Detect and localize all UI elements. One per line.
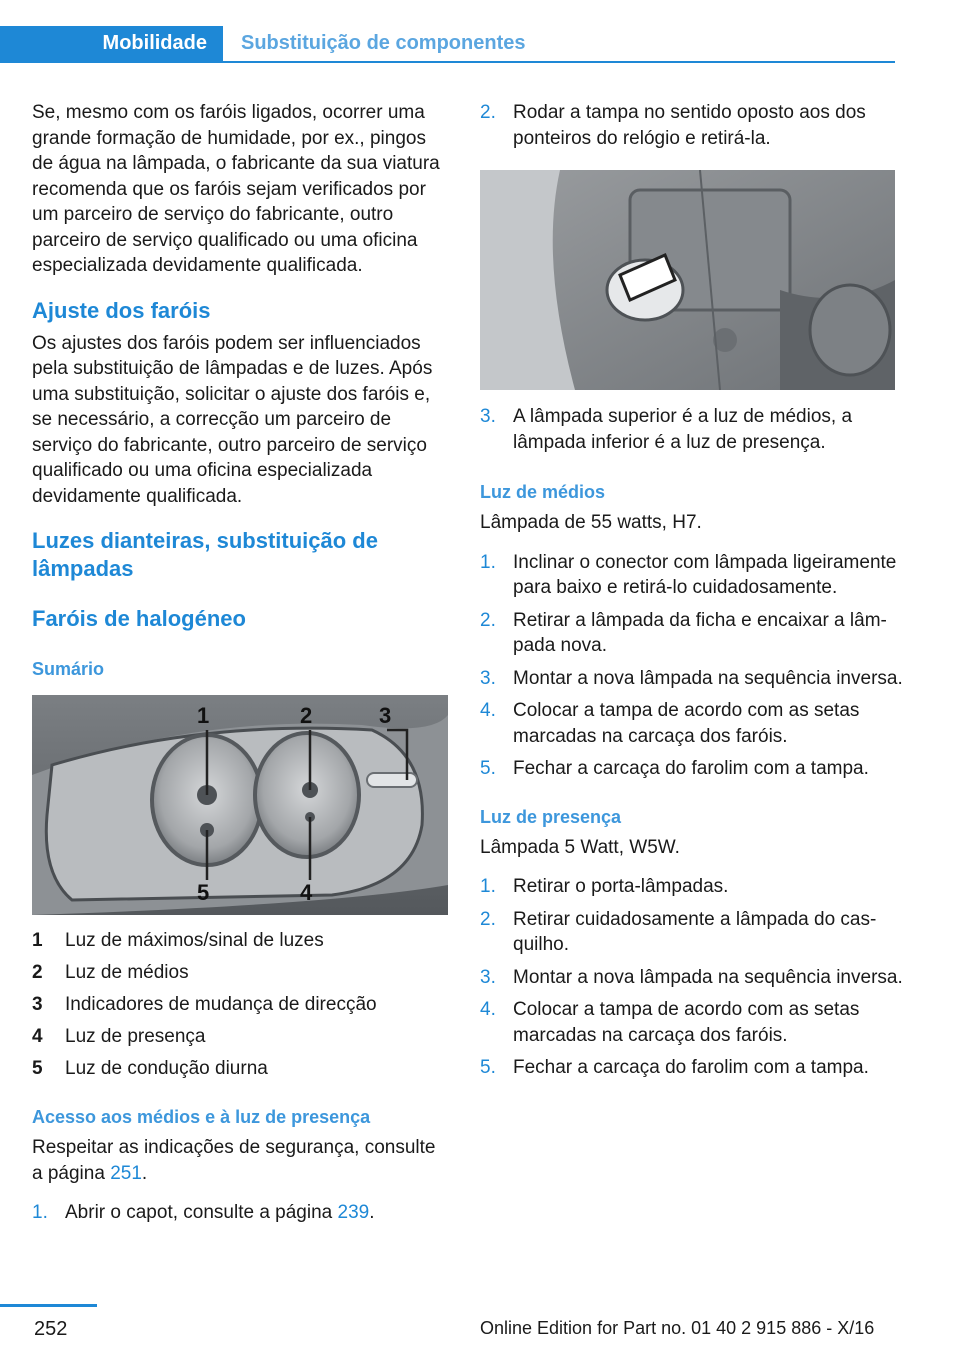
footer-edition: Online Edition for Part no. 01 40 2 915 886 - X/16 — [480, 1318, 875, 1338]
adjust-paragraph: Os ajustes dos faróis podem ser influenciados pela substituição de lâmpadas e de luzes. Após uma substituição, solicitar o ajuste dos faróis e, se necessário, a correcção um parceiro de serviço do fabricante, outro parceiro de serviço qualificado ou uma oficina especializada devidamente qualificada. — [32, 332, 433, 507]
header-section-title: Substituição de componentes — [241, 32, 526, 54]
subheading-summary: Sumário — [32, 659, 105, 679]
step-item: 5. Fechar a carcaça do farolim com a tampa. — [480, 758, 869, 779]
legend-item: 4 Luz de presença — [32, 1026, 206, 1047]
page-link-239[interactable]: 239 — [337, 1202, 370, 1223]
footer-rule — [0, 1304, 97, 1307]
step-item: 4. Colocar a tampa de acordo com as setas marcadas na carcaça dos faróis. — [480, 700, 860, 747]
legend-item: 3 Indicadores de mudança de direcção — [32, 994, 377, 1015]
legend-item: 2 Luz de médios — [32, 962, 189, 983]
section-heading-adjust: Ajuste dos faróis — [32, 297, 211, 323]
step-item: 5. Fechar a carcaça do farolim com a tampa. — [480, 1057, 869, 1078]
access-paragraph: Respeitar as indicações de segurança, consulte a página 251. — [32, 1137, 436, 1184]
subheading-parking-light: Luz de presença — [480, 806, 622, 827]
parking-light-steps — [480, 874, 910, 1081]
access-steps — [32, 1200, 448, 1226]
access-steps-continued-2 — [480, 404, 910, 455]
page-link-251[interactable]: 251 — [110, 1162, 142, 1184]
right-column — [480, 100, 910, 1088]
subheading-access: Acesso aos médios e à luz de presença — [32, 1107, 371, 1127]
engine-bay-figure — [480, 170, 895, 390]
figure-label-3: 3 — [379, 703, 392, 728]
step-item: 4. Colocar a tampa de acordo com as setas marcadas na carcaça dos faróis. — [480, 999, 860, 1046]
step-item: 1. Abrir o capot, consulte a página 239. — [32, 1202, 375, 1223]
intro-paragraph: Se, mesmo com os faróis ligados, ocorrer uma grande formação de humidade, por ex., pingos de água na lâmpada, o fabricante da sua viatura recomenda que os faróis sejam verificados por um parceiro de serviço do fabricante, outro parceiro de serviço qualificado ou uma oficina especializada devidamente qualificada. — [32, 102, 440, 276]
step-item: 1. Inclinar o conector com lâmpada ligeiramente para baixo e retirá-lo cuidadosamente. — [480, 551, 897, 598]
section-heading-halogen: Faróis de halogéneo — [32, 606, 246, 631]
figure-label-5: 5 — [197, 880, 210, 905]
access-steps-continued — [480, 100, 910, 151]
section-heading-front-lights: Luzes dianteiras, substituição de lâmpadas — [32, 528, 378, 581]
step-item: 3. Montar a nova lâmpada na sequência inversa. — [480, 667, 903, 689]
headlight-figure — [32, 695, 448, 915]
step-item: 2. Retirar a lâmpada da ficha e encaixar a lâmpada nova. — [480, 609, 887, 656]
step-item: 1. Retirar o porta-lâmpadas. — [480, 876, 729, 897]
figure-label-1: 1 — [197, 703, 210, 728]
figure-legend — [32, 925, 448, 1085]
page-number: 252 — [34, 1318, 68, 1340]
figure-label-2: 2 — [300, 703, 313, 728]
step-item: 3. Montar a nova lâmpada na sequência inversa. — [480, 966, 903, 988]
low-beam-steps — [480, 550, 910, 782]
parking-light-spec: Lâmpada 5 Watt, W5W. — [480, 836, 680, 858]
header-rule — [0, 61, 895, 63]
figure-label-4: 4 — [300, 880, 313, 905]
subheading-low-beam: Luz de médios — [480, 482, 606, 502]
step-item: 3. A lâmpada superior é a luz de médios, a lâmpada inferior é a luz de presença. — [480, 406, 853, 453]
legend-item: 1 Luz de máximos/sinal de luzes — [32, 930, 324, 951]
step-item: 2. Retirar cuidadosamente a lâmpada do casquilho. — [480, 908, 877, 955]
left-column — [32, 100, 448, 1233]
header-tab-mobilidade — [0, 26, 223, 62]
header-tab-label: Mobilidade — [102, 32, 207, 54]
low-beam-spec: Lâmpada de 55 watts, H7. — [480, 512, 702, 533]
legend-item: 5 Luz de condução diurna — [32, 1058, 268, 1079]
step-item: 2. Rodar a tampa no sentido oposto aos dos ponteiros do relógio e retirá-la. — [480, 102, 866, 149]
